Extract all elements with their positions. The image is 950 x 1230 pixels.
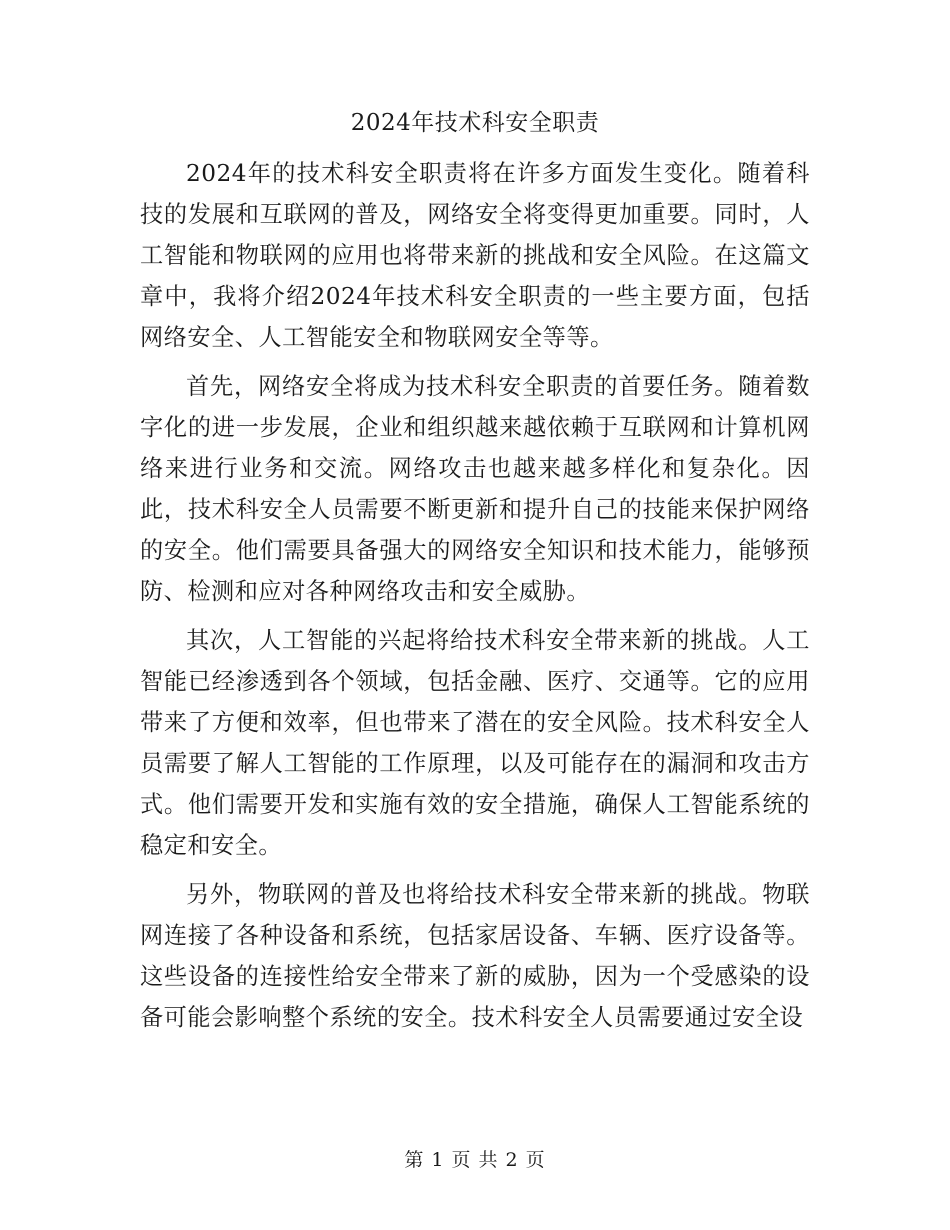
page-footer	[0, 1147, 950, 1173]
page-number-label: 第 1 页 共 2 页	[404, 1149, 546, 1171]
paragraph-3: 其次，人工智能的兴起将给技术科安全带来新的挑战。人工智能已经渗透到各个领域，包括金融、医疗、交通等。它的应用带来了方便和效率，但也带来了潜在的安全风险。技术科安全人员需要了解人工智能的工作原理，以及可能存在的漏洞和攻击方式。他们需要开发和实施有效的安全措施，确保人工智能系统的稳定和安全。	[140, 627, 810, 859]
paragraph-2: 首先，网络安全将成为技术科安全职责的首要任务。随着数字化的进一步发展，企业和组织越来越依赖于互联网和计算机网络来进行业务和交流。网络攻击也越来越多样化和复杂化。因此，技术科安全人员需要不断更新和提升自己的技能来保护网络的安全。他们需要具备强大的网络安全知识和技术能力，能够预防、检测和应对各种网络攻击和安全威胁。	[140, 373, 810, 605]
paragraph-1: 2024年的技术科安全职责将在许多方面发生变化。随着科技的发展和互联网的普及，网络安全将变得更加重要。同时，人工智能和物联网的应用也将带来新的挑战和安全风险。在这篇文章中，我将介绍2024年技术科安全职责的一些主要方面，包括网络安全、人工智能安全和物联网安全等等。	[140, 160, 810, 351]
document-body	[140, 153, 810, 1046]
document-title: 2024年技术科安全职责	[350, 110, 600, 136]
paragraph-4: 另外，物联网的普及也将给技术科安全带来新的挑战。物联网连接了各种设备和系统，包括家居设备、车辆、医疗设备等。这些设备的连接性给安全带来了新的威胁，因为一个受感染的设备可能会影响整个系统的安全。技术科安全人员需要通过安全设	[140, 881, 810, 1031]
